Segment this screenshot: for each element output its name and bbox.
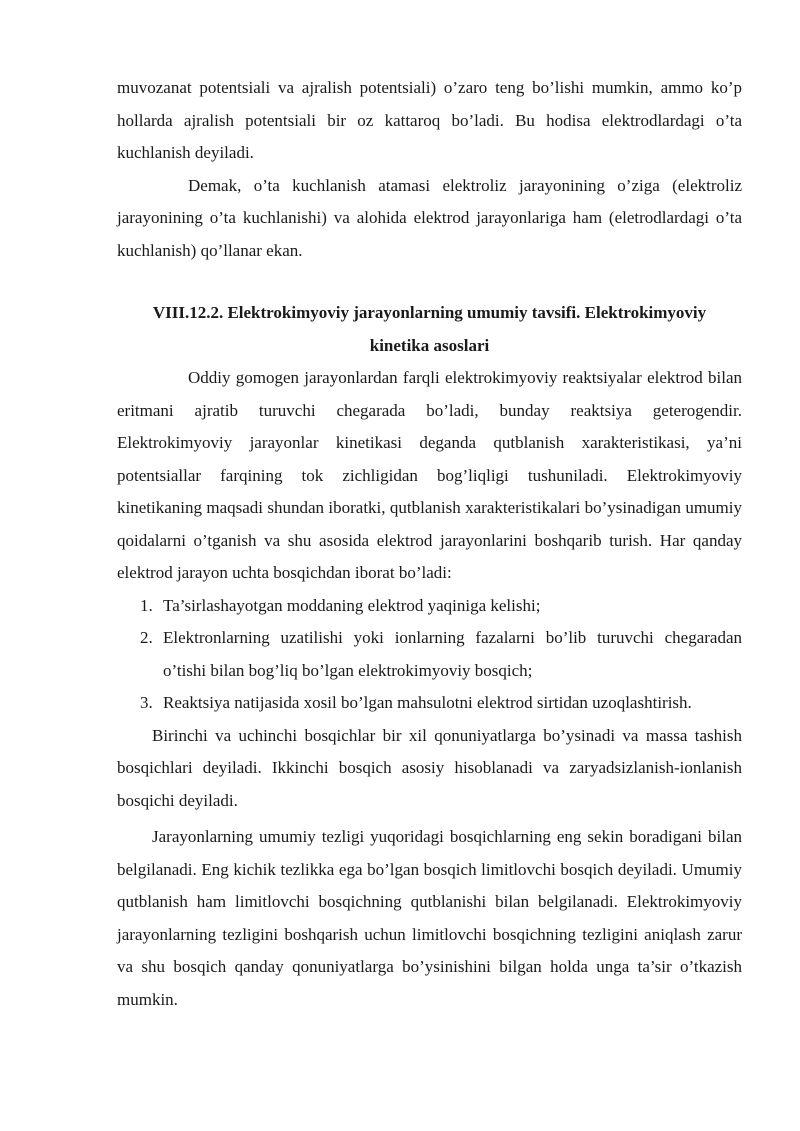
section-heading (117, 297, 742, 362)
section-heading-line2: kinetika asoslari (369, 335, 490, 355)
list-item-number: 3. (140, 693, 153, 712)
list-item-text: Ta’sirlashayotgan moddaning elektrod yaqiniga kelishi; (163, 595, 541, 615)
list-item (117, 622, 742, 687)
list-item (117, 687, 742, 720)
section-heading-line1: VIII.12.2. Elektrokimyoviy jarayonlarning umumiy tavsifi. Elektrokimyoviy (152, 303, 707, 322)
list-item-text: Reaktsiya natijasida xosil bo’lgan mahsulotni elektrod sirtidan uzoqlashtirish. (163, 693, 692, 712)
paragraph-summary: Demak, o’ta kuchlanish atamasi elektroliz jarayonining o’ziga (elektroliz jarayonining o’ta kuchlanishi) va alohida elektrod jarayonlariga ham (eletrodlardagi o’ta kuchlanish) qo’llanar ekan. (117, 175, 742, 260)
document-page (117, 72, 742, 1016)
list-item-text: Elektronlarning uzatilishi yoki ionlarning fazalarni bo’lib turuvchi chegaradan o’tishi bilan bog’liq bo’lgan elektrokimyoviy bosqich; (163, 628, 742, 680)
list-item (117, 590, 742, 623)
section-gap (117, 267, 742, 297)
paragraph-continuation: muvozanat potentsiali va ajralish potentsiali) o’zaro teng bo’lishi mumkin, ammo ko’p hollarda ajralish potentsiali bir oz kattaroq bo’ladi. Bu hodisa elektrodlardagi o’ta kuchlanish deyiladi. (117, 78, 742, 162)
paragraph-stages-description: Birinchi va uchinchi bosqichlar bir xil qonuniyatlarga bo’ysinadi va massa tashish bosqichlari deyiladi. Ikkinchi bosqich asosiy hisoblanadi va zaryadsizlanish-ionlanish bosqichi deyiladi. (117, 725, 742, 810)
paragraph-intro: Oddiy gomogen jarayonlardan farqli elektrokimyoviy reaktsiyalar elektrod bilan eritmani ajratib turuvchi chegarada bo’ladi, bunday reaktsiya geterogendir. Elektrokimyoviy jarayonlar kinetikasi deganda qutblanish xarakteristikasi, ya’ni potentsiallar farqining tok zichligidan bog’liqligi tushuniladi. Elektrokimyoviy kinetikaning maqsadi shundan iboratki, qutblanish xarakteristikalari bo’ysinadigan umumiy qoidalarni o’tganish va shu asosida elektrod jarayonlarini boshqarib turish. Har qanday elektrod jarayon uchta bosqichdan iborat bo’ladi: (117, 368, 742, 582)
stages-list (117, 590, 742, 720)
paragraph-limiting-stage: Jarayonlarning umumiy tezligi yuqoridagi bosqichlarning eng sekin boradigani bilan belgilanadi. Eng kichik tezlikka ega bo’lgan bosqich limitlovchi bosqich deyiladi. Umumiy qutblanish ham limitlovchi bosqichning qutblanishi bilan belgilanadi. Elektrokimyoviy jarayonlarning tezligini boshqarish uchun limitlovchi bosqichning tezligini aniqlash zarur va shu bosqich qanday qonuniyatlarga bo’ysinishini bilgan holda unga ta’sir o’tkazish mumkin. (117, 827, 742, 1009)
list-item-number: 2. (140, 628, 153, 647)
list-item-number: 1. (140, 595, 153, 615)
